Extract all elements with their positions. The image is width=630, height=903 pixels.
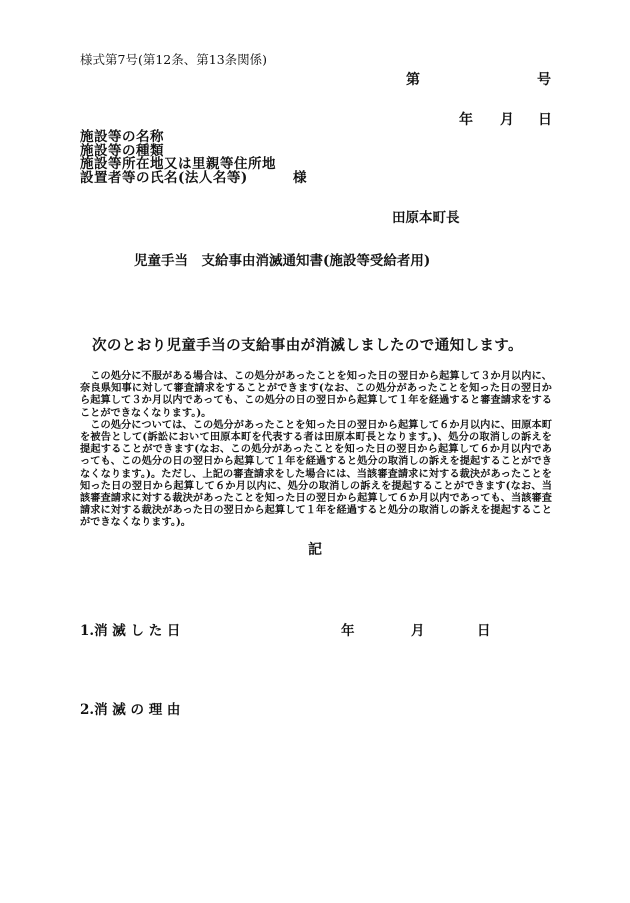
date-month-label: 月 [500,112,514,128]
appeal-notice [80,370,552,529]
facility-type-label: 施設等の種類 [80,143,164,159]
facility-address-label: 施設等所在地又は里親等住所地 [80,156,276,172]
extinction-year-label: 年 [341,623,355,639]
honorific: 様 [293,170,307,186]
date-year-label: 年 [459,112,473,128]
founder-name-label: 設置者等の氏名(法人名等) [80,170,248,186]
extinction-day-label: 日 [477,623,491,639]
extinction-month-label: 月 [411,623,425,639]
ki-heading: 記 [308,542,322,558]
lead-sentence: 次のとおり児童手当の支給事由が消滅しましたので通知します。 [92,337,523,354]
issuer-name: 田原本町長 [392,210,460,226]
document-number-suffix: 号 [537,72,551,88]
extinction-date-label: 1.消 滅 し た 日 [80,623,181,639]
appeal-notice-paragraph-2: この処分については、この処分があったことを知った日の翌日から起算して６か月以内に、田原本町を被告として(訴訟において田原本町を代表する者は田原本町長となります。)、処分の取消しの訴えを提起することができます(なお、この処分があったことを知った日の翌日から起算して６か月以内であっても、この処分の日の翌日から起算して１年を経過すると処分の取消しの訴えを提起することができなくなります。)。ただし、上記の審査請求をした場合には、当該審査請求に対する裁決があったことを知った日の翌日から起算して６か月以内に、処分の取消しの訴えを提起することができます(なお、当該審査請求に対する裁決があったことを知った日の翌日から起算して６か月以内であっても、当該審査請求に対する裁決があった日の翌日から起算して１年を経過すると処分の取消しの訴えを提起することができなくなります。)。 [80,418,552,529]
document-title: 児童手当 支給事由消滅通知書(施設等受給者用) [134,253,431,269]
facility-name-label: 施設等の名称 [80,129,164,145]
date-day-label: 日 [538,112,552,128]
document-number-prefix: 第 [406,72,420,88]
extinction-reason-label: 2.消 滅 の 理 由 [80,702,181,718]
form-identifier: 様式第7号(第12条、第13条関係) [80,52,268,67]
appeal-notice-paragraph-1: この処分に不服がある場合は、この処分があったことを知った日の翌日から起算して３か月以内に、奈良県知事に対して審査請求をすることができます(なお、この処分があったことを知った日の翌日から起算して３か月以内であっても、この処分の日の翌日から起算して１年を経過すると審査請求をすることができなくなります。)。 [80,370,552,419]
